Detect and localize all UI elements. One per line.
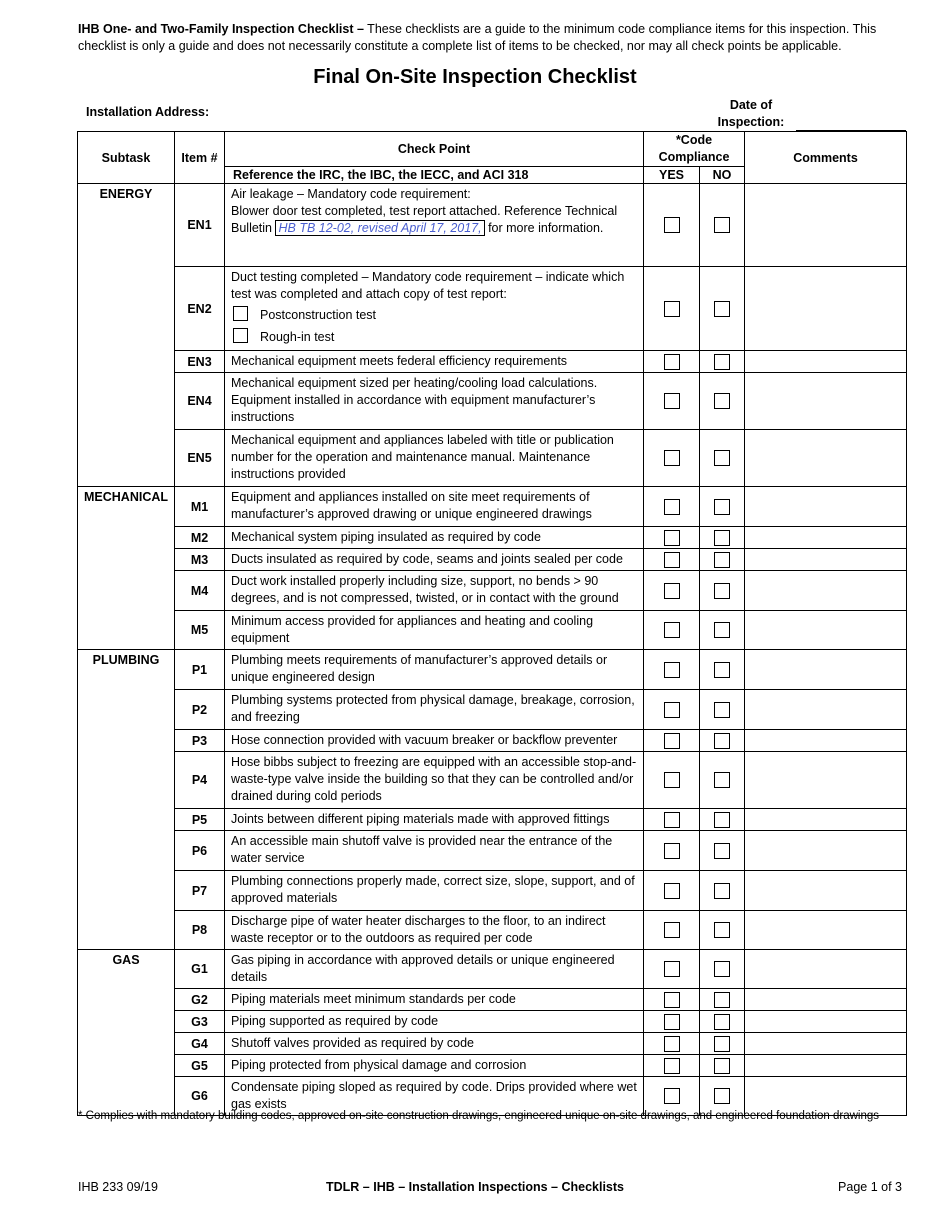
item-number: P4	[175, 752, 225, 809]
check-point: Hose bibbs subject to freezing are equipped with an accessible stop-and-waste-type valve inside the building so that they can be controlled and/or drained during cold periods	[225, 752, 644, 809]
comments-cell[interactable]	[745, 527, 907, 549]
no-checkbox[interactable]	[714, 301, 730, 317]
table-row	[78, 373, 907, 430]
no-cell	[700, 611, 745, 650]
item-number: EN5	[175, 430, 225, 487]
yes-cell	[644, 527, 700, 549]
item-number: M3	[175, 549, 225, 571]
no-cell	[700, 690, 745, 730]
item-number: P6	[175, 831, 225, 871]
table-row	[78, 571, 907, 611]
test-option-checkbox[interactable]	[233, 306, 248, 321]
comments-cell[interactable]	[745, 809, 907, 831]
no-checkbox[interactable]	[714, 552, 730, 568]
yes-checkbox[interactable]	[664, 812, 680, 828]
comments-cell[interactable]	[745, 373, 907, 430]
no-checkbox[interactable]	[714, 354, 730, 370]
yes-checkbox[interactable]	[664, 1014, 680, 1030]
table-row	[78, 650, 907, 690]
yes-checkbox[interactable]	[664, 883, 680, 899]
comments-cell[interactable]	[745, 611, 907, 650]
yes-checkbox[interactable]	[664, 843, 680, 859]
comments-cell[interactable]	[745, 549, 907, 571]
yes-checkbox[interactable]	[664, 662, 680, 678]
test-option	[231, 306, 637, 325]
table-row	[78, 549, 907, 571]
no-cell	[700, 911, 745, 950]
yes-cell	[644, 831, 700, 871]
reference-header: Reference the IRC, the IBC, the IECC, and ACI 318	[225, 167, 644, 184]
yes-cell	[644, 351, 700, 373]
check-point: Joints between different piping materials made with approved fittings	[225, 809, 644, 831]
no-cell	[700, 989, 745, 1011]
yes-checkbox[interactable]	[664, 583, 680, 599]
item-number: P3	[175, 730, 225, 752]
comments-cell[interactable]	[745, 1033, 907, 1055]
check-point: Piping materials meet minimum standards per code	[225, 989, 644, 1011]
subtask-gas: GAS	[78, 950, 175, 1116]
item-number: G2	[175, 989, 225, 1011]
comments-cell[interactable]	[745, 752, 907, 809]
date-of-inspection-label: Date of Inspection:	[717, 98, 785, 129]
item-number: G6	[175, 1077, 225, 1116]
yes-checkbox[interactable]	[664, 499, 680, 515]
check-point-text: for more information.	[484, 221, 604, 235]
yes-cell	[644, 752, 700, 809]
check-point: Gas piping in accordance with approved details or unique engineered details	[225, 950, 644, 989]
no-checkbox[interactable]	[714, 961, 730, 977]
yes-checkbox[interactable]	[664, 393, 680, 409]
check-point-text: Duct testing completed – Mandatory code requirement – indicate which test was completed and attach copy of test report:	[231, 270, 625, 301]
yes-checkbox[interactable]	[664, 552, 680, 568]
no-checkbox[interactable]	[714, 772, 730, 788]
no-checkbox[interactable]	[714, 883, 730, 899]
comments-cell[interactable]	[745, 1011, 907, 1033]
no-cell	[700, 184, 745, 267]
comments-header: Comments	[745, 132, 907, 184]
check-point: Shutoff valves provided as required by code	[225, 1033, 644, 1055]
subtask-mechanical: MECHANICAL	[78, 487, 175, 650]
item-number: P8	[175, 911, 225, 950]
item-number: M4	[175, 571, 225, 611]
item-number: EN3	[175, 351, 225, 373]
item-number: M5	[175, 611, 225, 650]
yes-cell	[644, 487, 700, 527]
table-row	[78, 527, 907, 549]
item-number: G4	[175, 1033, 225, 1055]
test-option-label: Postconstruction test	[260, 308, 377, 322]
table-row	[78, 1033, 907, 1055]
subtask-energy: ENERGY	[78, 184, 175, 487]
yes-checkbox[interactable]	[664, 530, 680, 546]
no-cell	[700, 950, 745, 989]
test-option-label: Rough-in test	[260, 330, 335, 344]
no-checkbox[interactable]	[714, 992, 730, 1008]
check-point: Condensate piping sloped as required by code. Drips provided where wet gas exists	[225, 1077, 644, 1116]
comments-cell[interactable]	[745, 650, 907, 690]
no-cell	[700, 871, 745, 911]
table-row	[78, 871, 907, 911]
form-number: IHB 233 09/19	[78, 1180, 158, 1194]
intro-text: These checklists are a guide to the minimum code compliance items for this inspection. This checklist is only a guide and does not necessarily constitute a complete list of items to be checked, nor may all check points be applicable.	[78, 22, 877, 53]
table-row	[78, 430, 907, 487]
item-number: P2	[175, 690, 225, 730]
item-number: P1	[175, 650, 225, 690]
no-checkbox[interactable]	[714, 1036, 730, 1052]
no-checkbox[interactable]	[714, 1088, 730, 1104]
comments-cell[interactable]	[745, 831, 907, 871]
no-cell	[700, 351, 745, 373]
check-point-text	[231, 203, 637, 237]
yes-checkbox[interactable]	[664, 733, 680, 749]
no-cell	[700, 373, 745, 430]
yes-checkbox[interactable]	[664, 961, 680, 977]
checkpoint-header: Check Point	[225, 132, 644, 167]
compliance-header: *Code Compliance	[644, 132, 745, 167]
no-cell	[700, 1055, 745, 1077]
table-row	[78, 1055, 907, 1077]
yes-checkbox[interactable]	[664, 354, 680, 370]
check-point: Piping supported as required by code	[225, 1011, 644, 1033]
no-cell	[700, 1033, 745, 1055]
check-point: Mechanical equipment sized per heating/cooling load calculations. Equipment installed in accordance with equipment manufacturer’s instructions	[225, 373, 644, 430]
yes-cell	[644, 950, 700, 989]
check-point: An accessible main shutoff valve is provided near the entrance of the water service	[225, 831, 644, 871]
yes-checkbox[interactable]	[664, 622, 680, 638]
item-number: EN2	[175, 267, 225, 351]
no-cell	[700, 730, 745, 752]
comments-cell[interactable]	[745, 430, 907, 487]
no-checkbox[interactable]	[714, 393, 730, 409]
yes-cell	[644, 1033, 700, 1055]
table-row	[78, 730, 907, 752]
yes-cell	[644, 1011, 700, 1033]
comments-cell[interactable]	[745, 184, 907, 267]
check-point: Discharge pipe of water heater discharges to the floor, to an indirect waste receptor or to the outdoors as required per code	[225, 911, 644, 950]
check-point	[225, 267, 644, 351]
item-number: EN1	[175, 184, 225, 267]
yes-checkbox[interactable]	[664, 217, 680, 233]
comments-cell[interactable]	[745, 690, 907, 730]
no-cell	[700, 1011, 745, 1033]
no-checkbox[interactable]	[714, 217, 730, 233]
check-point: Plumbing meets requirements of manufacturer’s approved details or unique engineered design	[225, 650, 644, 690]
check-point	[225, 184, 644, 267]
table-row	[78, 267, 907, 351]
subtask-header: Subtask	[78, 132, 175, 184]
no-checkbox[interactable]	[714, 450, 730, 466]
no-checkbox[interactable]	[714, 530, 730, 546]
yes-header: YES	[644, 167, 700, 184]
item-number: G3	[175, 1011, 225, 1033]
comments-cell[interactable]	[745, 950, 907, 989]
footer-title: TDLR – IHB – Installation Inspections – Checklists	[326, 1180, 624, 1194]
no-checkbox[interactable]	[714, 662, 730, 678]
yes-cell	[644, 611, 700, 650]
table-row	[78, 950, 907, 989]
table-row	[78, 752, 907, 809]
comments-cell[interactable]	[745, 267, 907, 351]
no-cell	[700, 752, 745, 809]
check-point: Mechanical equipment and appliances labeled with title or publication number for the operation and maintenance manual. Maintenance instructions provided	[225, 430, 644, 487]
no-checkbox[interactable]	[714, 499, 730, 515]
yes-cell	[644, 871, 700, 911]
yes-cell	[644, 571, 700, 611]
check-point: Ducts insulated as required by code, seams and joints sealed per code	[225, 549, 644, 571]
item-number: M2	[175, 527, 225, 549]
item-number: P5	[175, 809, 225, 831]
no-cell	[700, 430, 745, 487]
yes-cell	[644, 911, 700, 950]
yes-cell	[644, 730, 700, 752]
yes-cell	[644, 989, 700, 1011]
no-cell	[700, 527, 745, 549]
check-point: Plumbing connections properly made, correct size, slope, support, and of approved materials	[225, 871, 644, 911]
table-row	[78, 611, 907, 650]
item-header: Item #	[175, 132, 225, 184]
check-point-text: Air leakage – Mandatory code requirement:	[231, 187, 471, 201]
check-point: Plumbing systems protected from physical damage, breakage, corrosion, and freezing	[225, 690, 644, 730]
check-point: Minimum access provided for appliances and heating and cooling equipment	[225, 611, 644, 650]
yes-checkbox[interactable]	[664, 1088, 680, 1104]
check-point-text: Blower door test completed, test report attached. Reference Technical Bulletin	[231, 204, 618, 235]
yes-cell	[644, 373, 700, 430]
no-header: NO	[700, 167, 745, 184]
no-cell	[700, 267, 745, 351]
comments-cell[interactable]	[745, 1055, 907, 1077]
intro-paragraph	[78, 21, 898, 55]
comments-cell[interactable]	[745, 871, 907, 911]
no-cell	[700, 809, 745, 831]
no-checkbox[interactable]	[714, 622, 730, 638]
item-number: G1	[175, 950, 225, 989]
yes-checkbox[interactable]	[664, 922, 680, 938]
item-number: M1	[175, 487, 225, 527]
no-checkbox[interactable]	[714, 1058, 730, 1074]
yes-cell	[644, 430, 700, 487]
subtask-plumbing: PLUMBING	[78, 650, 175, 950]
installation-address-label: Installation Address:	[86, 105, 210, 119]
no-cell	[700, 549, 745, 571]
yes-checkbox[interactable]	[664, 1036, 680, 1052]
check-point: Hose connection provided with vacuum breaker or backflow preventer	[225, 730, 644, 752]
no-cell	[700, 571, 745, 611]
no-cell	[700, 650, 745, 690]
comments-cell[interactable]	[745, 351, 907, 373]
yes-checkbox[interactable]	[664, 301, 680, 317]
technical-bulletin-link[interactable]: HB TB 12-02, revised April 17, 2017,	[275, 220, 484, 236]
yes-cell	[644, 549, 700, 571]
no-cell	[700, 831, 745, 871]
table-row	[78, 184, 907, 267]
table-row	[78, 911, 907, 950]
no-checkbox[interactable]	[714, 583, 730, 599]
yes-checkbox[interactable]	[664, 450, 680, 466]
table-row	[78, 487, 907, 527]
yes-cell	[644, 267, 700, 351]
item-number: G5	[175, 1055, 225, 1077]
page-title: Final On-Site Inspection Checklist	[313, 66, 637, 88]
no-checkbox[interactable]	[714, 812, 730, 828]
no-checkbox[interactable]	[714, 843, 730, 859]
check-point: Mechanical system piping insulated as required by code	[225, 527, 644, 549]
test-option-checkbox[interactable]	[233, 328, 248, 343]
check-point: Duct work installed properly including size, support, no bends > 90 degrees, and is not compressed, twisted, or in contact with the ground	[225, 571, 644, 611]
table-row	[78, 351, 907, 373]
intro-title: IHB One- and Two-Family Inspection Checklist –	[78, 22, 364, 36]
comments-cell[interactable]	[745, 571, 907, 611]
no-checkbox[interactable]	[714, 1014, 730, 1030]
item-number: EN4	[175, 373, 225, 430]
yes-cell	[644, 184, 700, 267]
no-checkbox[interactable]	[714, 733, 730, 749]
yes-cell	[644, 1055, 700, 1077]
table-row	[78, 690, 907, 730]
check-point: Mechanical equipment meets federal efficiency requirements	[225, 351, 644, 373]
no-checkbox[interactable]	[714, 922, 730, 938]
no-checkbox[interactable]	[714, 702, 730, 718]
table-row	[78, 809, 907, 831]
yes-cell	[644, 809, 700, 831]
table-row	[78, 989, 907, 1011]
item-number: P7	[175, 871, 225, 911]
yes-checkbox[interactable]	[664, 772, 680, 788]
comments-cell[interactable]	[745, 989, 907, 1011]
check-point: Equipment and appliances installed on site meet requirements of manufacturer’s approved drawing or unique engineered drawings	[225, 487, 644, 527]
yes-cell	[644, 650, 700, 690]
table-row	[78, 831, 907, 871]
comments-cell[interactable]	[745, 487, 907, 527]
no-cell	[700, 487, 745, 527]
yes-checkbox[interactable]	[664, 1058, 680, 1074]
page-number: Page 1 of 3	[838, 1180, 902, 1194]
test-option	[231, 328, 637, 347]
checklist-table	[77, 131, 907, 1116]
yes-cell	[644, 690, 700, 730]
comments-cell[interactable]	[745, 730, 907, 752]
table-row	[78, 1011, 907, 1033]
yes-checkbox[interactable]	[664, 702, 680, 718]
comments-cell[interactable]	[745, 911, 907, 950]
checklist-body	[78, 184, 907, 1116]
yes-checkbox[interactable]	[664, 992, 680, 1008]
check-point: Piping protected from physical damage and corrosion	[225, 1055, 644, 1077]
footnote: * Complies with mandatory building codes, approved on-site construction drawings, engineered unique on-site drawings, and engineered foundation drawings	[78, 1110, 880, 1122]
